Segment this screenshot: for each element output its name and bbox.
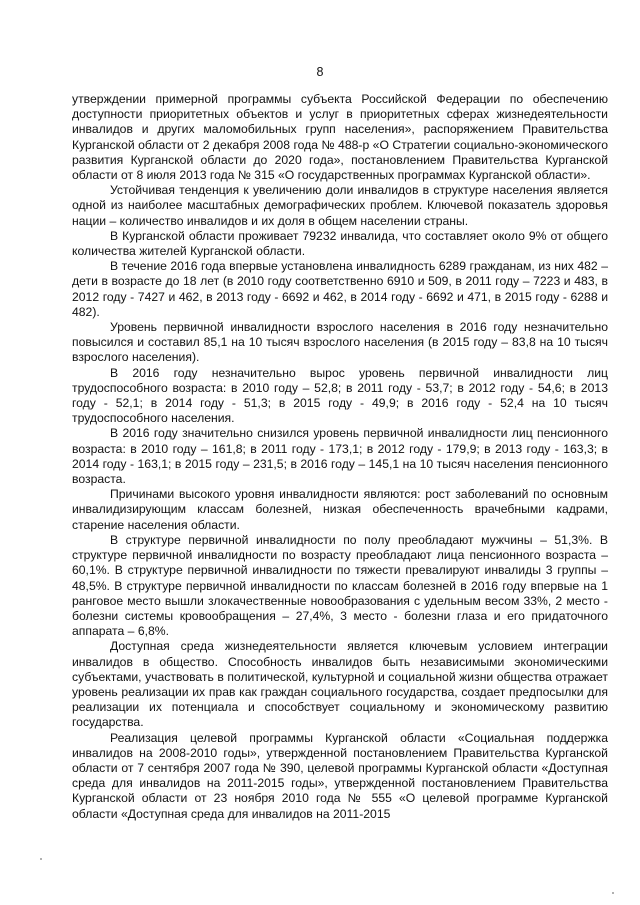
- paragraph: Причинами высокого уровня инвалидности являются: рост заболеваний по основным инвалидизирующим классам болезней, низкая обеспеченность врачебными кадрами, старение населения области.: [72, 487, 608, 532]
- paragraph: Устойчивая тенденция к увеличению доли инвалидов в структуре населения является одной из наиболее масштабных демографических проблем. Ключевой показатель здоровья нации – количество инвалидов и их доля в общем населении страны.: [72, 183, 608, 228]
- paragraph: Реализация целевой программы Курганской области «Социальная поддержка инвалидов на 2008-2010 годы», утвержденной постановлением Правительства Курганской области от 7 сентября 2007 года № 390, целевой программы Курганской области «Доступная среда для инвалидов на 2011-2015 годы», утвержденной постановлением Правительства Курганской области от 23 ноября 2010 года № 555 «О целевой программе Курганской области «Доступная среда для инвалидов на 2011-2015: [72, 730, 608, 821]
- paragraph: В Курганской области проживает 79232 инвалида, что составляет около 9% от общего количества жителей Курганской области.: [72, 228, 608, 259]
- body-text: [72, 92, 608, 822]
- paragraph: Уровень первичной инвалидности взрослого населения в 2016 году незначительно повысился и составил 85,1 на 10 тысяч взрослого населения (в 2015 году – 83,8 на 10 тысяч взрослого населения).: [72, 320, 608, 365]
- paragraph: В 2016 году незначительно вырос уровень первичной инвалидности лиц трудоспособного возраста: в 2010 году – 52,8; в 2011 году - 53,7; в 2012 году - 54,6; в 2013 году - 52,1; в 2014 году - 51,3; в 2015 году - 49,9; в 2016 году - 52,4 на 10 тысяч трудоспособного населения.: [72, 365, 608, 426]
- scan-speck: [40, 858, 42, 860]
- paragraph: утверждении примерной программы субъекта Российской Федерации по обеспечению доступности приоритетных объектов и услуг в приоритетных сферах жизнедеятельности инвалидов и других маломобильных групп населения», распоряжением Правительства Курганской области от 2 декабря 2008 года № 488-р «О Стратегии социально-экономического развития Курганской области до 2020 года», постановлением Правительства Курганской области от 8 июля 2013 года № 315 «О государственных программах Курганской области».: [72, 92, 608, 183]
- paragraph: В структуре первичной инвалидности по полу преобладают мужчины – 51,3%. В структуре первичной инвалидности по возрасту преобладают лица пенсионного возраста – 60,1%. В структуре первичной инвалидности по тяжести превалируют инвалиды 3 группы – 48,5%. В структуре первичной инвалидности по классам болезней в 2016 году впервые на 1 ранговое место вышли злокачественные новообразования с удельным весом 33%, 2 место - болезни системы кровообращения – 27,4%, 3 место - болезни глаза и его придаточного аппарата – 6,8%.: [72, 532, 608, 639]
- paragraph: В 2016 году значительно снизился уровень первичной инвалидности лиц пенсионного возраста: в 2010 году – 161,8; в 2011 году - 173,1; в 2012 году - 179,9; в 2013 году - 163,3; в 2014 году - 163,1; в 2015 году – 231,5; в 2016 году – 145,1 на 10 тысяч населения пенсионного возраста.: [72, 426, 608, 487]
- paragraph: В течение 2016 года впервые установлена инвалидность 6289 гражданам, из них 482 – дети в возрасте до 18 лет (в 2010 году соответственно 6910 и 509, в 2011 году – 7223 и 483, в 2012 году - 7427 и 462, в 2013 году - 6692 и 462, в 2014 году - 6692 и 471, в 2015 году - 6288 и 482).: [72, 259, 608, 319]
- scan-speck: [612, 892, 614, 894]
- page-number: 8: [316, 65, 324, 79]
- paragraph: Доступная среда жизнедеятельности является ключевым условием интеграции инвалидов в общество. Способность инвалидов быть независимыми экономическими субъектами, участвовать в политической, культурной и социальной жизни общества отражает уровень реализации их прав как граждан социального государства, создает предпосылки для реализации их потенциала и способствует социальному и экономическому развитию государства.: [72, 639, 608, 730]
